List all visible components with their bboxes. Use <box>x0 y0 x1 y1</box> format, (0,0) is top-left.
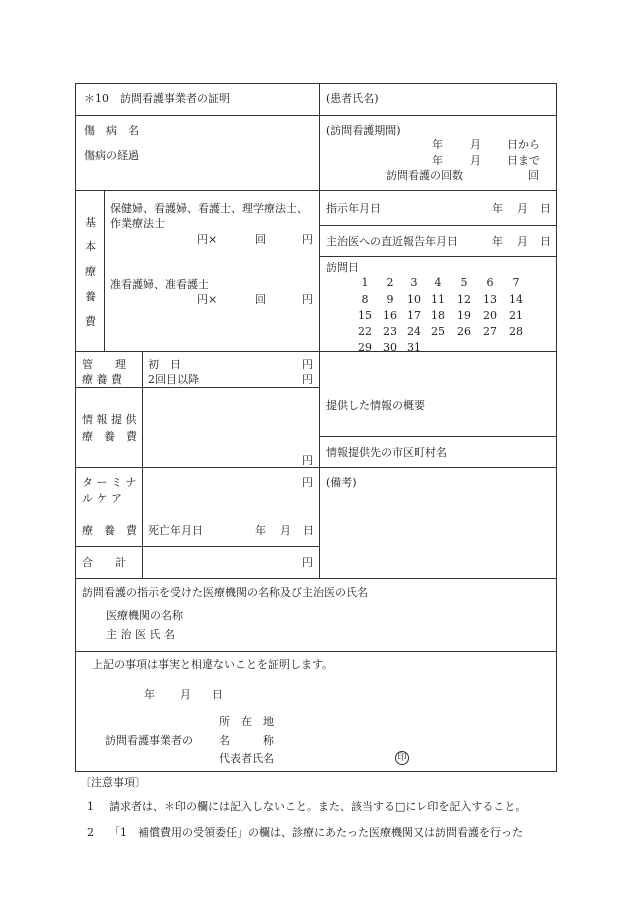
visit-day-cell[interactable]: 23 <box>383 325 397 338</box>
visit-day-cell[interactable]: 11 <box>431 293 445 306</box>
visit-day-cell[interactable]: 12 <box>457 293 471 306</box>
info-fee-label-2: 療 養 費 <box>82 430 137 443</box>
visit-day-cell[interactable]: 13 <box>483 293 497 306</box>
visit-days-label: 訪問日 <box>326 261 359 274</box>
report-day: 日 <box>540 235 551 248</box>
assoc-total-yen: 円 <box>302 293 313 306</box>
remarks-label: (備考) <box>326 476 357 489</box>
visit-day-cell[interactable]: 28 <box>509 325 523 338</box>
report-year: 年 <box>492 235 503 248</box>
total-yen: 円 <box>302 556 313 569</box>
provider-label: 訪問看護事業者の <box>105 734 193 747</box>
nurse-times: 回 <box>255 233 266 246</box>
visit-day-cell[interactable]: 21 <box>509 309 523 322</box>
basic-fee-char-4: 養 <box>85 290 96 303</box>
basic-fee-char-5: 費 <box>85 315 96 328</box>
assoc-times: 回 <box>255 293 266 306</box>
note-2-number: 2 <box>87 826 94 839</box>
death-year: 年 <box>255 524 266 537</box>
visit-day-cell[interactable]: 24 <box>407 325 421 338</box>
death-day: 日 <box>303 524 314 537</box>
management-first-yen: 円 <box>302 358 313 371</box>
info-city-label: 情報提供先の市区町村名 <box>326 446 447 459</box>
info-fee-yen: 円 <box>302 454 313 467</box>
institution-name-label: 医療機関の名称 <box>106 609 183 622</box>
nurse-types-line1: 保健婦、看護婦、看護士、理学療法士、 <box>110 202 308 215</box>
visit-day-cell[interactable]: 9 <box>386 293 394 306</box>
period-to-month: 月 <box>470 154 481 167</box>
visit-day-cell[interactable]: 20 <box>483 309 497 322</box>
note-1-text: 請求者は、＊印の欄には記入しないこと。また、該当する□にレ印を記入すること。 <box>109 800 527 813</box>
basic-fee-char-1: 基 <box>85 216 96 229</box>
nurse-total-yen: 円 <box>302 233 313 246</box>
instruction-day: 日 <box>540 202 551 215</box>
period-from-year: 年 <box>432 138 443 151</box>
visit-day-cell[interactable]: 30 <box>383 341 397 354</box>
doctor-name-label: 主 治 医 氏 名 <box>106 628 175 641</box>
provider-address-label: 所 在 地 <box>219 715 274 728</box>
cert-month: 月 <box>180 688 191 701</box>
instruction-month: 月 <box>517 202 528 215</box>
notes-heading: 〔注意事項〕 <box>80 776 146 789</box>
period-to-year: 年 <box>432 154 443 167</box>
basic-fee-char-2: 本 <box>85 240 96 253</box>
period-to-day: 日まで <box>507 154 540 167</box>
injury-course-label: 傷病の経過 <box>84 149 139 162</box>
report-date-label: 主治医への直近報告年月日 <box>326 235 458 248</box>
visit-day-cell[interactable]: 26 <box>457 325 471 338</box>
visit-day-cell[interactable]: 14 <box>509 293 523 306</box>
death-date-label: 死亡年月日 <box>148 524 203 537</box>
visit-day-cell[interactable]: 27 <box>483 325 497 338</box>
note-1-number: 1 <box>87 800 94 813</box>
visit-day-cell[interactable]: 19 <box>457 309 471 322</box>
patient-name-label: (患者氏名) <box>326 92 379 105</box>
management-second-onwards: 2回目以降 <box>148 373 199 386</box>
visit-count-unit: 回 <box>528 169 539 182</box>
management-label-1: 管 理 <box>82 358 126 371</box>
nurse-types-line2: 作業療法士 <box>110 217 165 230</box>
seal-mark: 印 <box>395 751 409 765</box>
total-label: 合 計 <box>82 556 126 569</box>
assoc-nurse-label: 准看護婦、准看護士 <box>110 278 209 291</box>
terminal-label-1: タ ー ミ ナ <box>82 476 137 489</box>
certification-statement: 上記の事項は事実と相違ないことを証明します。 <box>92 658 334 671</box>
institution-heading: 訪問看護の指示を受けた医療機関の名称及び主治医の氏名 <box>82 586 368 599</box>
death-month: 月 <box>280 524 291 537</box>
injury-name-label: 傷 病 名 <box>84 124 139 137</box>
cert-day: 日 <box>212 688 223 701</box>
visit-day-cell[interactable]: 15 <box>358 309 372 322</box>
instruction-date-label: 指示年月日 <box>326 202 381 215</box>
instruction-year: 年 <box>492 202 503 215</box>
visit-day-cell[interactable]: 6 <box>486 276 494 289</box>
visit-day-cell[interactable]: 18 <box>431 309 445 322</box>
visit-day-cell[interactable]: 16 <box>383 309 397 322</box>
visit-day-cell[interactable]: 22 <box>358 325 372 338</box>
nurse-unit-yen: 円× <box>197 233 218 246</box>
period-from-day: 日から <box>507 138 540 151</box>
cert-year: 年 <box>144 688 155 701</box>
terminal-yen: 円 <box>302 476 313 489</box>
visit-count-label: 訪問看護の回数 <box>386 169 463 182</box>
visit-day-cell[interactable]: 5 <box>460 276 468 289</box>
info-fee-label-1: 情 報 提 供 <box>82 413 137 426</box>
management-label-2: 療 養 費 <box>82 373 122 386</box>
section-title: ＊10 訪問看護事業者の証明 <box>84 92 230 105</box>
visit-day-cell[interactable]: 17 <box>407 309 421 322</box>
management-second-yen: 円 <box>302 373 313 386</box>
visit-day-cell[interactable]: 7 <box>512 276 520 289</box>
visit-period-label: (訪問看護期間) <box>326 124 401 137</box>
visit-day-cell[interactable]: 10 <box>407 293 421 306</box>
basic-fee-char-3: 療 <box>85 265 96 278</box>
terminal-label-2: ル ケ ア <box>82 492 122 505</box>
assoc-unit-yen: 円× <box>197 293 218 306</box>
management-first-day: 初 日 <box>148 358 181 371</box>
provider-name-label: 名 称 <box>219 734 274 747</box>
visit-day-cell[interactable]: 4 <box>434 276 442 289</box>
visit-day-cell[interactable]: 8 <box>361 293 369 306</box>
visit-day-cell[interactable]: 3 <box>410 276 418 289</box>
visit-day-cell[interactable]: 31 <box>407 341 421 354</box>
period-from-month: 月 <box>470 138 481 151</box>
visit-day-cell[interactable]: 25 <box>431 325 445 338</box>
visit-day-cell[interactable]: 29 <box>358 341 372 354</box>
visit-day-cell[interactable]: 1 <box>361 276 369 289</box>
info-summary-label: 提供した情報の概要 <box>326 399 425 412</box>
representative-label: 代表者氏名 <box>219 752 274 765</box>
report-month: 月 <box>517 235 528 248</box>
note-2-text: 「1 補償費用の受領委任」の欄は、診療にあたった医療機関又は訪問看護を行った <box>109 826 523 839</box>
visit-day-cell[interactable]: 2 <box>386 276 394 289</box>
terminal-label-3: 療 養 費 <box>82 524 137 537</box>
